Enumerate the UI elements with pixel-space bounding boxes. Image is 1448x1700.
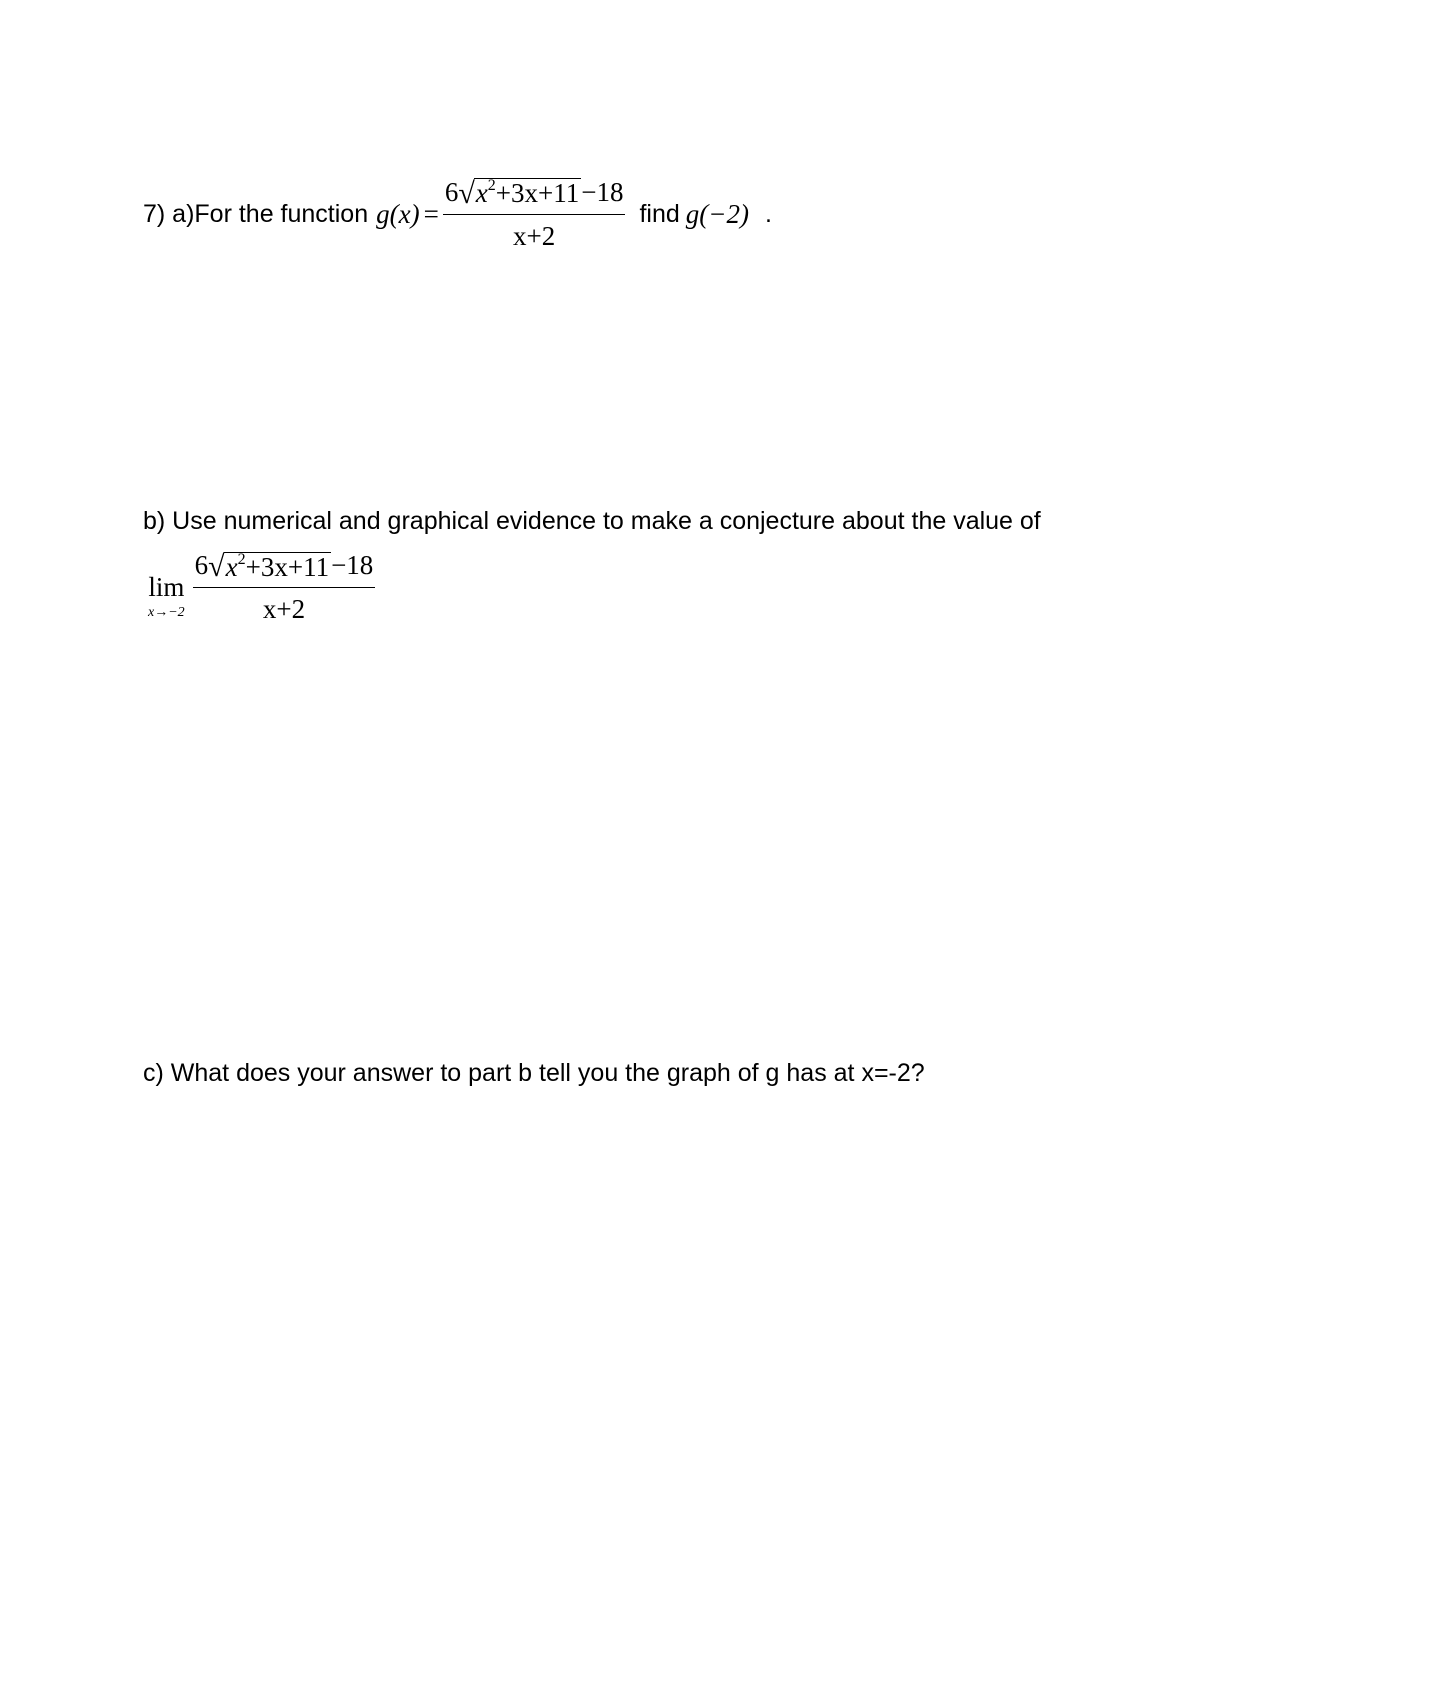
limit-numerator-tail: −18: [331, 550, 374, 580]
lim-word: lim: [148, 572, 185, 602]
g-numerator-tail: −18: [581, 176, 624, 207]
g-radicand: [474, 178, 581, 207]
g-fraction: [443, 177, 626, 252]
find-text: find: [639, 199, 680, 228]
period: .: [764, 199, 772, 228]
question-7b-text: b) Use numerical and graphical evidence to make a conjecture about the value of: [143, 507, 1041, 535]
g-radicand-rest: +3x+11: [495, 178, 580, 209]
limit-fraction: [193, 550, 376, 625]
find-expression: g(−2): [685, 198, 749, 229]
limit-radicand-rest: +3x+11: [245, 551, 330, 582]
g-radical: [458, 178, 581, 208]
square-root-icon: √: [458, 176, 475, 210]
lim-operator: [148, 574, 185, 621]
limit-numerator: [193, 550, 376, 587]
limit-radicand: [224, 552, 331, 581]
equals-sign: =: [423, 198, 439, 229]
limit-radical: [208, 551, 331, 581]
g-radicand-base: x: [475, 178, 488, 209]
limit-coefficient: 6: [194, 550, 209, 580]
limit-denominator: x+2: [262, 594, 306, 624]
question-7a: [143, 166, 772, 262]
limit-radicand-base: x: [225, 551, 238, 582]
g-radicand-exponent: 2: [487, 177, 496, 195]
question-7a-lead-text: 7) a)For the function: [143, 199, 369, 228]
question-7c-text: c) What does your answer to part b tell you the graph of g has at x=-2?: [143, 1059, 925, 1087]
lim-subscript: x→−2: [148, 605, 185, 620]
g-coefficient: 6: [444, 176, 459, 207]
function-name: g(x): [376, 198, 420, 229]
limit-expression: [148, 550, 375, 625]
square-root-icon: √: [208, 550, 225, 583]
g-denominator: x+2: [513, 220, 556, 251]
limit-radicand-exponent: 2: [237, 550, 246, 568]
g-numerator: [443, 177, 626, 214]
